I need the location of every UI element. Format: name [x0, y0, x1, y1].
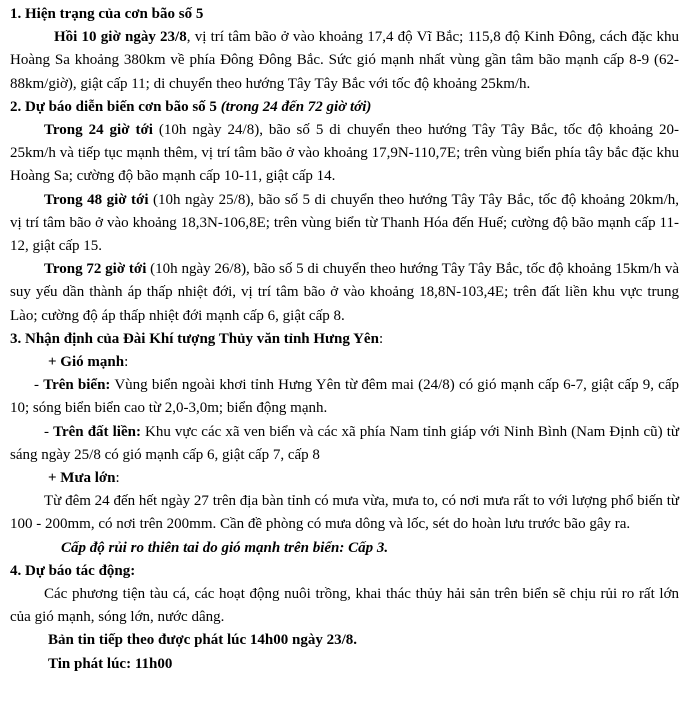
section-4-heading: 4. Dự báo tác động: — [10, 562, 136, 579]
wind-land-paragraph: - Trên đất liền: Khu vực các xã ven biển và các xã phía Nam tỉnh giáp với Ninh Bình (Nam Định cũ) từ sáng ngày 25/8 có gió mạnh cấp 6, giật cấp 7, cấp 8 — [10, 423, 680, 463]
forecast-72h-paragraph: Trong 72 giờ tới (10h ngày 26/8), bão số 5 di chuyển theo hướng Tây Tây Bắc, tốc độ khoảng 15km/h và suy yếu dần thành áp thấp nhiệt đới, vị trí tâm bão ở vào khoảng 18,8N-103,4E; trên đất liền khu vực trung Lào; cường độ áp thấp nhiệt đới mạnh cấp 6, giật cấp 8. — [10, 261, 680, 324]
land-label: Trên đất liền: — [53, 423, 141, 440]
next-bulletin: Bản tin tiếp theo được phát lúc 14h00 ngày 23/8. — [48, 632, 358, 649]
section-1-paragraph: Hồi 10 giờ ngày 23/8, vị trí tâm bão ở vào khoảng 17,4 độ Vĩ Bắc; 115,8 độ Kinh Đông, cách đặc khu Hoàng Sa khoảng 380km về phía Đông Đông Bắc. Sức gió mạnh nhất vùng gần tâm bão mạnh cấp 8-9 (62-88km/giờ), giật cấp 11; di chuyển theo hướng Tây Tây Bắc với tốc độ khoảng 25km/h. — [10, 29, 679, 92]
forecast-24h-paragraph: Trong 24 giờ tới (10h ngày 24/8), bão số 5 di chuyển theo hướng Tây Tây Bắc, tốc độ khoảng 20-25km/h và tiếp tục mạnh thêm, vị trí tâm bão ở vào khoảng 17,9N-110,7E; trên vùng biển phía tây bắc đặc khu Hoàng Sa; cường độ bão mạnh cấp 10-11, giật cấp 14. — [10, 122, 680, 185]
wind-sea-paragraph: - Trên biển: Vùng biển ngoài khơi tỉnh Hưng Yên từ đêm mai (24/8) có gió mạnh cấp 6-7, giật cấp 9, cấp 10; sóng biển biển cao từ 2,0-3,0m; biển động mạnh. — [10, 377, 680, 417]
section-2-heading: 2. Dự báo diễn biến cơn bão số 5 (trong 24 đến 72 giờ tới) — [10, 98, 372, 115]
time-lead: Hồi 10 giờ ngày 23/8 — [54, 29, 187, 46]
section-3-heading: 3. Nhận định của Đài Khí tượng Thủy văn tỉnh Hưng Yên: — [10, 330, 384, 347]
rain-paragraph: Từ đêm 24 đến hết ngày 27 trên địa bàn tỉnh có mưa vừa, mưa to, có nơi mưa rất to với lượng phổ biến từ 100 - 200mm, có nơi trên 200mm. Cần đề phòng có mưa dông và lốc, sét do hoàn lưu trước bão gây ra. — [10, 493, 679, 533]
forecast-24h-label: Trong 24 giờ tới — [44, 122, 153, 139]
section-1-heading: 1. Hiện trạng của cơn bão số 5 — [10, 6, 204, 22]
risk-level: Cấp độ rủi ro thiên tai do gió mạnh trên biển: Cấp 3. — [61, 539, 389, 556]
impact-paragraph: Các phương tiện tàu cá, các hoạt động nuôi trồng, khai thác thủy hải sản trên biển sẽ chịu rủi ro rất lớn của gió mạnh, sóng lớn, nước dâng. — [10, 586, 679, 626]
issued-time: Tin phát lúc: 11h00 — [48, 655, 173, 672]
wind-subheading: + Gió mạnh: — [48, 354, 129, 371]
forecast-48h-paragraph: Trong 48 giờ tới (10h ngày 25/8), bão số 5 di chuyển theo hướng Tây Tây Bắc, tốc độ khoảng 20km/h, vị trí tâm bão ở vào khoảng 18,3N-106,8E; trên vùng biển từ Thanh Hóa đến Huế; cường độ bão mạnh cấp 11-12, giật cấp 15. — [10, 191, 679, 255]
forecast-48h-label: Trong 48 giờ tới — [44, 191, 149, 208]
rain-subheading: + Mưa lớn: — [48, 470, 120, 487]
forecast-72h-label: Trong 72 giờ tới — [44, 261, 147, 278]
sea-label: Trên biển: — [43, 377, 111, 394]
